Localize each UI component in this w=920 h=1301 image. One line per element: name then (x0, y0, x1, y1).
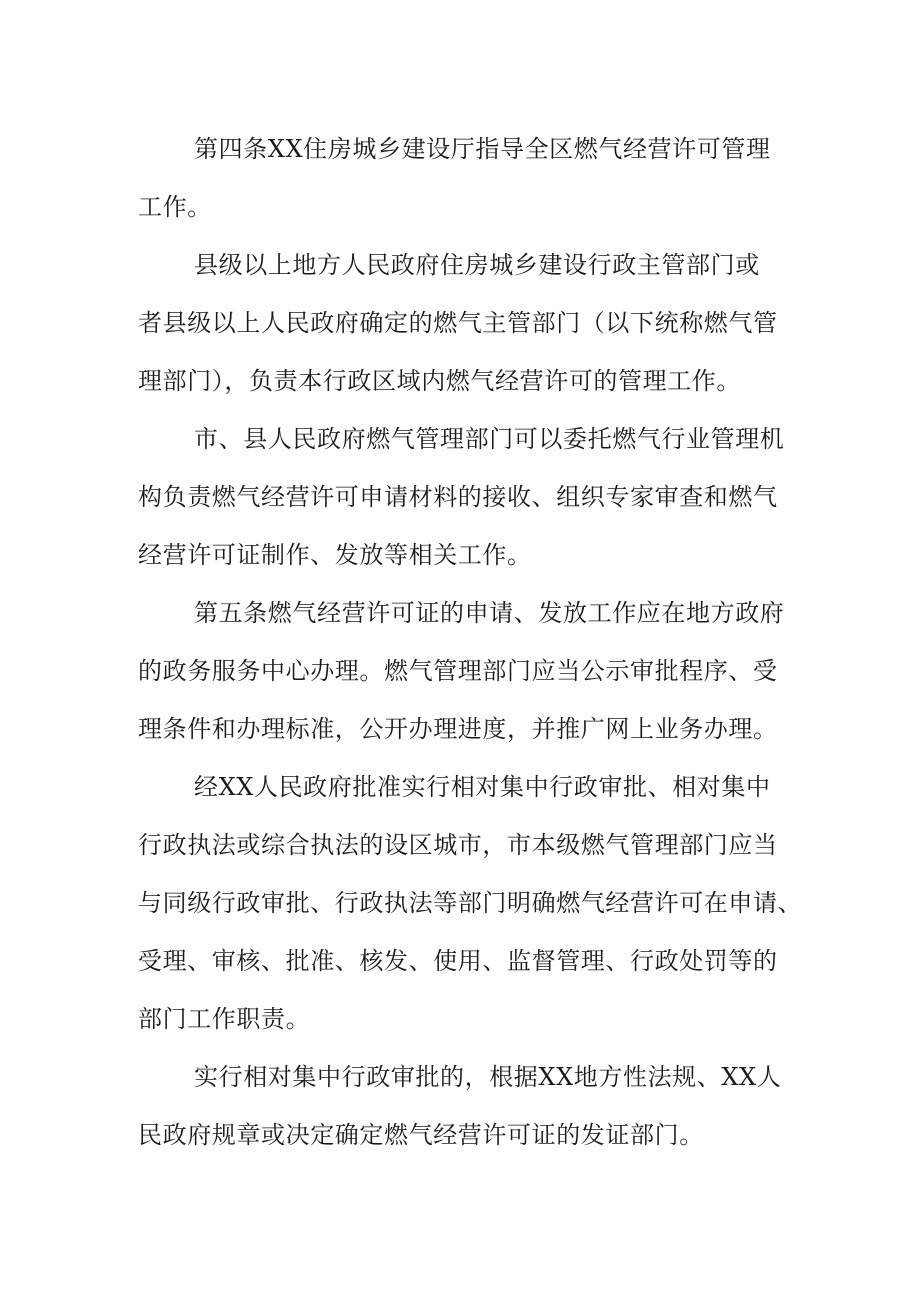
text-line: 工作。 (138, 193, 212, 221)
text-line: 行政执法或综合执法的设区城市，市本级燃气管理部门应当 (138, 831, 778, 859)
text-line: 市、县人民政府燃气管理部门可以委托燃气行业管理机 (194, 425, 785, 453)
paragraph-county-departments (138, 236, 798, 410)
text-line: 者县级以上人民政府确定的燃气主管部门（以下统称燃气管 (138, 309, 778, 337)
paragraph-issuing-department (138, 1048, 798, 1164)
text-line: 的政务服务中心办理。燃气管理部门应当公示审批程序、受 (138, 657, 778, 685)
text-line: 经营许可证制作、发放等相关工作。 (138, 541, 532, 569)
text-line: 与同级行政审批、行政执法等部门明确燃气经营许可在申请、 (138, 889, 803, 917)
text-line: 经XX人民政府批准实行相对集中行政审批、相对集中 (194, 773, 771, 801)
text-line: 理条件和办理标准，公开办理进度，并推广网上业务办理。 (138, 715, 778, 743)
paragraph-delegation (138, 410, 798, 584)
text-line: 民政府规章或决定确定燃气经营许可证的发证部门。 (138, 1121, 704, 1149)
paragraph-article-4 (138, 120, 798, 236)
text-line: 部门工作职责。 (138, 1005, 311, 1033)
text-line: 理部门），负责本行政区域内燃气经营许可的管理工作。 (138, 367, 741, 395)
text-line: 构负责燃气经营许可申请材料的接收、组织专家审查和燃气 (138, 483, 778, 511)
text-line: 第四条XX住房城乡建设厅指导全区燃气经营许可管理 (194, 135, 771, 163)
text-line: 第五条燃气经营许可证的申请、发放工作应在地方政府 (194, 599, 785, 627)
paragraph-centralized-approval (138, 758, 803, 1048)
text-line: 县级以上地方人民政府住房城乡建设行政主管部门或 (194, 251, 760, 279)
document-body (138, 120, 803, 1164)
text-line: 受理、审核、批准、核发、使用、监督管理、行政处罚等的 (138, 947, 778, 975)
paragraph-article-5 (138, 584, 798, 758)
text-line: 实行相对集中行政审批的，根据XX地方性法规、XX人 (194, 1063, 782, 1091)
